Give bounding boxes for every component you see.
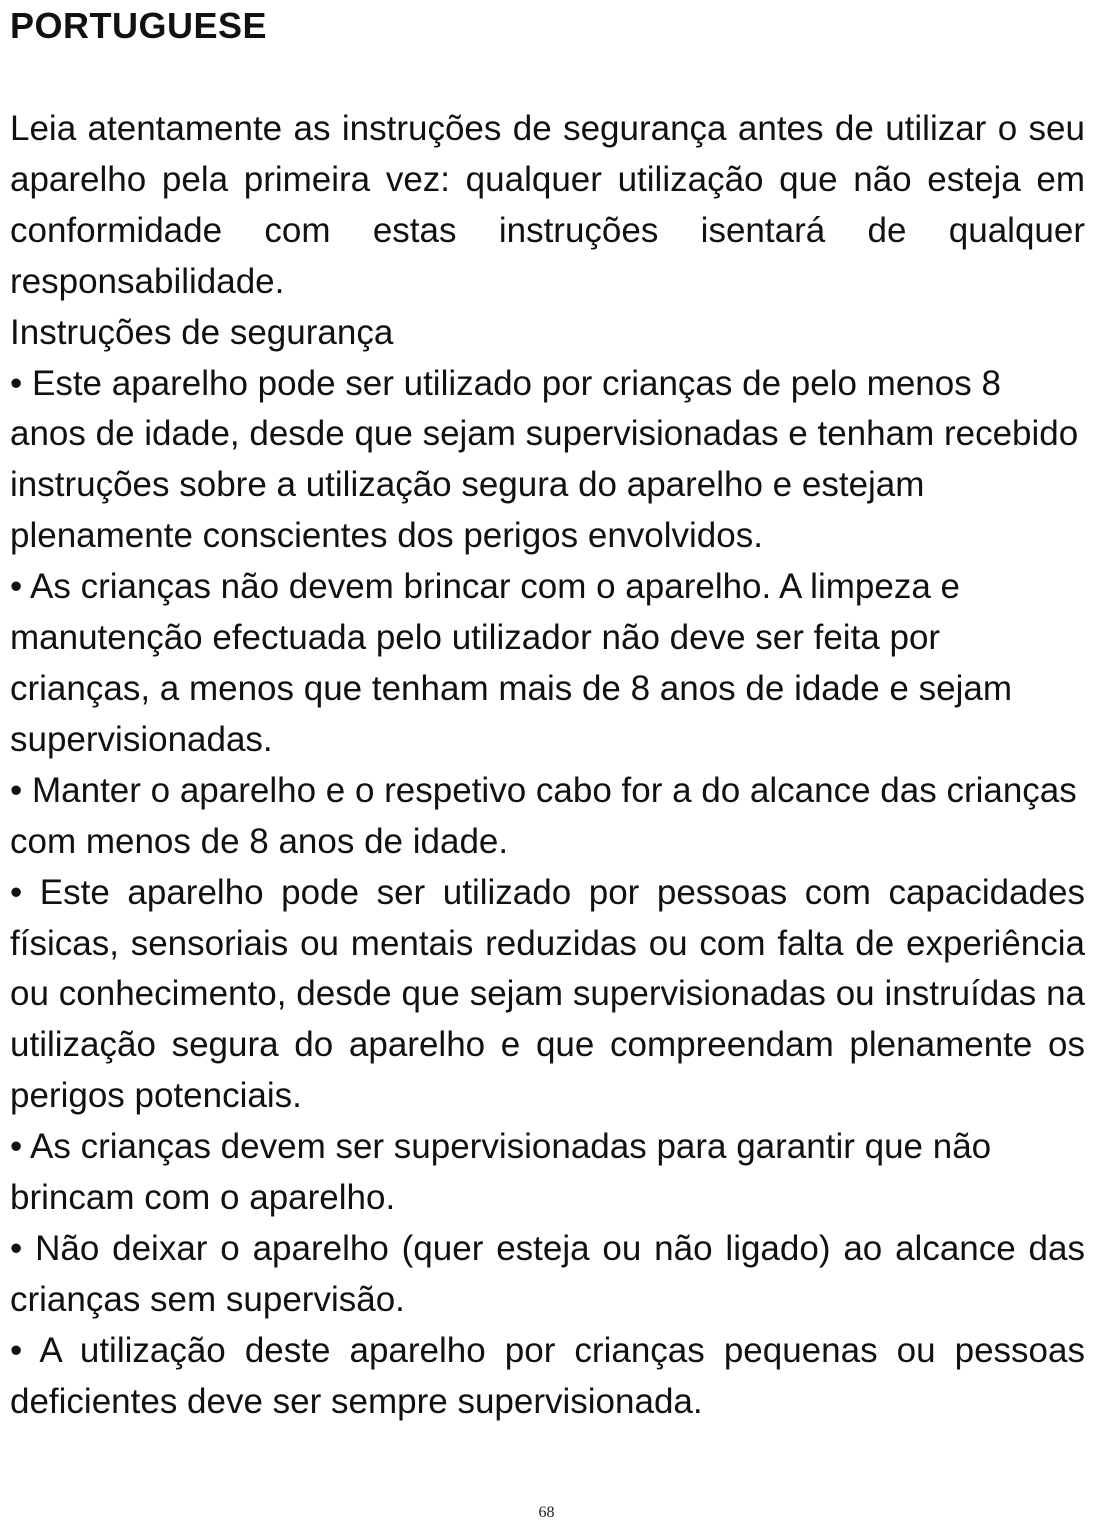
safety-item: • A utilização deste aparelho por crianças pequenas ou pessoas deficientes deve ser sempre supervisionada. (10, 1330, 1085, 1421)
safety-item: • Manter o aparelho e o respetivo cabo for a do alcance das crianças com menos de 8 anos de idade. (10, 770, 1077, 861)
safety-item: • Este aparelho pode ser utilizado por pessoas com capacidades físicas, sensoriais ou mentais reduzidas ou com falta de experiência ou conhecimento, desde que sejam supervisionadas ou instruídas na utilização segura do aparelho e que compreendam plenamente os perigos potenciais. (10, 872, 1085, 1116)
language-heading: PORTUGUESE (10, 5, 268, 46)
safety-item: • Este aparelho pode ser utilizado por crianças de pelo menos 8 anos de idade, desde que sejam supervisionadas e tenham recebido instruções sobre a utilização segura do aparelho e estejam plenamente conscientes dos perigos envolvidos. (10, 363, 1079, 556)
safety-text-block (10, 104, 1085, 1428)
safety-item: • Não deixar o aparelho (quer esteja ou não ligado) ao alcance das crianças sem supervisão. (10, 1228, 1085, 1319)
safety-item: • As crianças devem ser supervisionadas para garantir que não brincam com o aparelho. (10, 1127, 992, 1218)
section-title: Instruções de segurança (10, 312, 394, 352)
intro-paragraph: Leia atentamente as instruções de segurança antes de utilizar o seu aparelho pela primeira vez: qualquer utilização que não esteja em conformidade com estas instruções isentará de qualquer responsabilidade. (10, 109, 1085, 301)
page-number: 68 (538, 1504, 555, 1521)
safety-item: • As crianças não devem brincar com o aparelho. A limpeza e manutenção efectuada pelo utilizador não deve ser feita por crianças, a menos que tenham mais de 8 anos de idade e sejam supervisionadas. (10, 567, 1012, 759)
